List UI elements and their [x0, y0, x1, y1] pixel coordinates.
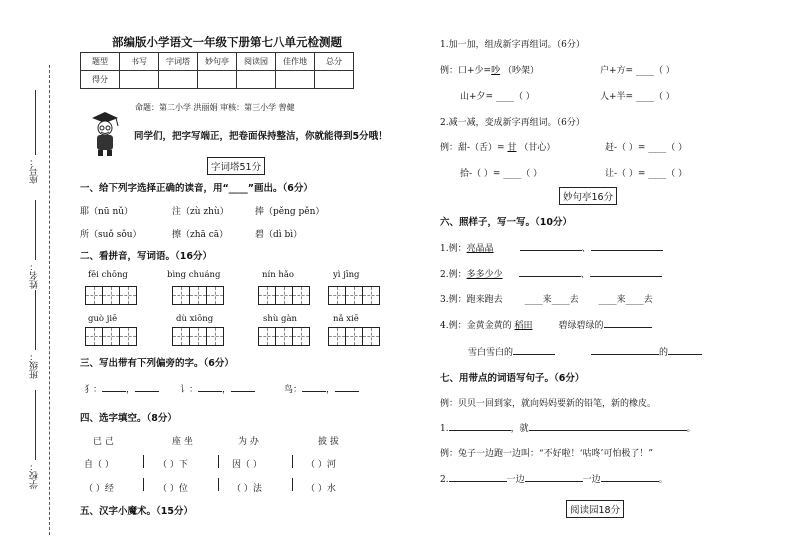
q2-title: 二、看拼音，写词语。（16分）	[80, 251, 212, 262]
answer-blank[interactable]	[449, 472, 507, 482]
r-q1-item[interactable]: 人+半= ____（ ）	[600, 92, 675, 102]
pinyin-label: yì jīng	[333, 270, 360, 280]
writing-grid[interactable]	[172, 286, 224, 305]
score-cell: 总分	[315, 53, 354, 71]
score-cell: 阅读园	[237, 53, 276, 71]
answer-blank[interactable]	[198, 382, 222, 392]
q7-example1: 例：贝贝一回到家，就向妈妈要新的铅笔，新的橡皮。	[440, 399, 657, 409]
answer-blank[interactable]	[529, 421, 687, 431]
q1-item[interactable]: 所（suǒ sǒu）	[80, 230, 142, 240]
score-value-row	[81, 71, 354, 89]
divider	[143, 455, 144, 468]
section-badge-sentences: 妙句亭16分	[559, 187, 617, 205]
score-input[interactable]	[315, 71, 354, 89]
answer-blank[interactable]	[335, 382, 359, 392]
student-mascot-icon	[88, 110, 122, 158]
example-word: （甘心）	[519, 143, 556, 153]
writing-grid[interactable]	[85, 286, 137, 305]
q4-fill[interactable]: （ ）经	[84, 484, 114, 494]
q4-fill[interactable]: （ ）下	[158, 460, 188, 470]
q1-item[interactable]: 擦（zhā cā）	[172, 230, 229, 240]
answer-blank[interactable]	[449, 421, 511, 431]
pinyin-label: shù gàn	[263, 314, 297, 324]
score-cell: 字词塔	[159, 53, 198, 71]
writing-grid[interactable]	[258, 286, 310, 305]
answer-blank[interactable]	[604, 318, 652, 328]
pinyin-label: bìng chuáng	[167, 270, 221, 280]
score-input[interactable]	[120, 71, 159, 89]
score-cell: 妙句亭	[198, 53, 237, 71]
pinyin-label: fēi chōng	[88, 270, 128, 280]
q4-title: 四、选字填空。（8分）	[80, 413, 177, 424]
radical-row: 鸟： ，	[284, 382, 359, 395]
answer-blank[interactable]	[590, 267, 662, 277]
q7-example2: 例：兔子一边跑一边叫：“不好啦！‘咕咚’可怕极了！”	[440, 449, 653, 459]
binding-line	[49, 65, 50, 535]
q4-fill[interactable]: （ ）河	[306, 460, 336, 470]
punctuation: 。	[686, 424, 696, 434]
q4-fill[interactable]: （ ）法	[232, 484, 262, 494]
school-line	[35, 390, 36, 460]
q1-item[interactable]: 碧（dì bì）	[255, 230, 303, 240]
answer-blank[interactable]	[102, 382, 126, 392]
pinyin-label: nín hǎo	[262, 270, 295, 280]
q7-line2: 2. 一边 一边 。	[440, 472, 668, 485]
example-word: （吵架）	[502, 66, 539, 76]
q6-row	[440, 318, 652, 331]
score-input[interactable]	[159, 71, 198, 89]
section-badge-reading: 阅读园18分	[566, 500, 624, 518]
q7-title: 七、用带点的词语写句子。（6分）	[440, 373, 585, 384]
r-q2-item[interactable]: 赶-（ ）= ____（ ）	[605, 143, 688, 153]
divider	[218, 455, 219, 468]
connector: 一边	[582, 475, 601, 485]
writing-grid[interactable]	[328, 286, 380, 305]
score-cell: 得分	[81, 71, 120, 89]
class-line	[35, 290, 36, 350]
q4-head: 披 拔	[318, 437, 339, 447]
name-line	[35, 200, 36, 260]
example-prefix: 例：口+少=	[440, 66, 492, 76]
school-label: 学校：	[30, 462, 40, 489]
radical-row: 讠： ，	[180, 382, 255, 395]
q1-item[interactable]: 耶（nū nǔ）	[80, 207, 134, 217]
example-answer: 吵	[491, 66, 501, 76]
answer-blank[interactable]	[601, 472, 659, 482]
writing-grid[interactable]	[85, 327, 137, 346]
example-prefix: 例：甜-（舌）=	[440, 143, 508, 153]
q6-row	[440, 292, 653, 305]
example-prefix: 1.例：	[440, 244, 467, 254]
answer-blank[interactable]	[135, 382, 159, 392]
pattern-label: 碧绿碧绿的	[558, 321, 604, 331]
answer-blank[interactable]	[520, 241, 582, 251]
divider	[218, 478, 219, 491]
radical-row: 犭： ，	[84, 382, 159, 395]
seat-line	[35, 90, 36, 155]
pinyin-label: nǎ xiē	[333, 314, 359, 324]
pattern-fill[interactable]: ____来____去	[598, 295, 653, 305]
q6-row: 1.例：亮晶晶 、	[440, 241, 663, 254]
score-cell: 书写	[120, 53, 159, 71]
q4-fill[interactable]: 自（ ）	[84, 460, 114, 470]
score-cell: 佳作地	[276, 53, 315, 71]
r-q1-title: 1.加一加，组成新字再组词。（6分）	[440, 40, 585, 50]
example-answer: 亮晶晶	[466, 244, 494, 254]
answer-blank[interactable]	[519, 267, 581, 277]
divider	[292, 455, 293, 468]
q4-head: 为 办	[238, 437, 259, 447]
r-q2-example	[440, 140, 555, 153]
r-q1-example	[440, 63, 539, 76]
q1-item[interactable]: 注（zù zhù）	[172, 207, 229, 217]
q4-fill[interactable]: （ ）位	[158, 484, 188, 494]
connector: ，就	[510, 424, 529, 434]
greeting-text: 同学们，把字写端正，把卷面保持整洁，你就能得到5分哦！	[134, 131, 388, 142]
r-q2-item[interactable]: 拾-（ ）= ____（ ）	[460, 169, 543, 179]
example-prefix: 2.例：	[440, 270, 467, 280]
q4-fill[interactable]: 因（ ）	[232, 460, 262, 470]
example-prefix: 3.例：跑来跑去	[440, 295, 503, 305]
score-input[interactable]	[237, 71, 276, 89]
r-q1-item[interactable]: 户+方= ____（ ）	[600, 66, 675, 76]
page-title: 部编版小学语文一年级下册第七八单元检测题	[112, 35, 342, 49]
q5-title: 五、汉字小魔术。（15分）	[80, 506, 193, 517]
answer-blank[interactable]	[513, 345, 555, 355]
section-badge-words: 字词塔51分	[207, 157, 265, 175]
line-number: 1.	[440, 424, 449, 434]
example-answer: 稻田	[514, 321, 533, 331]
r-q1-item[interactable]: 山+夕= ____（ ）	[460, 92, 535, 102]
q6-row	[468, 345, 702, 358]
q3-title: 三、写出带有下列偏旁的字。（6分）	[80, 358, 234, 369]
q6-row: 2.例：多多少少 、	[440, 267, 662, 280]
divider	[292, 478, 293, 491]
author-line: 命题：第二小学 洪丽娟 审核：第三小学 曾健	[135, 103, 295, 112]
score-cell: 题型	[81, 53, 120, 71]
writing-grid[interactable]	[258, 327, 310, 346]
class-label: 班级：	[30, 352, 40, 379]
answer-blank[interactable]	[591, 241, 663, 251]
score-input[interactable]	[198, 71, 237, 89]
score-table	[80, 52, 354, 89]
score-header-row	[81, 53, 354, 71]
q6-title: 六、照样子，写一写。（10分）	[440, 217, 572, 228]
r-q2-title: 2.减一减，变成新字再组词。（6分）	[440, 118, 585, 128]
q1-item[interactable]: 捧（pěng pěn）	[255, 207, 325, 217]
divider	[143, 478, 144, 491]
radical-label: 犭：	[84, 385, 103, 395]
answer-blank[interactable]	[525, 472, 583, 482]
writing-grid[interactable]	[328, 327, 380, 346]
r-q2-item[interactable]: 让-（ ）= ____（ ）	[605, 169, 688, 179]
example-answer: 多多少少	[466, 270, 503, 280]
connector: 一边	[506, 475, 525, 485]
answer-blank[interactable]	[591, 345, 659, 355]
example-answer: 甘	[507, 143, 517, 153]
pinyin-label: dù xiōng	[176, 314, 214, 324]
q7-line1	[440, 421, 696, 434]
seat-label: 座号：	[30, 157, 40, 184]
answer-blank[interactable]	[231, 382, 255, 392]
q1-title: 一、给下列字选择正确的读音，用“____”画出。（6分）	[80, 183, 313, 194]
radical-label: 讠：	[180, 385, 199, 395]
pattern-fill[interactable]: ____来____去	[524, 295, 579, 305]
pattern-label: 的	[659, 348, 669, 358]
name-label: 姓名：	[30, 262, 40, 289]
radical-label: 鸟：	[284, 385, 303, 395]
line-number: 2.	[440, 475, 449, 485]
example-prefix: 4.例：金黄金黄的	[440, 321, 512, 331]
answer-blank[interactable]	[302, 382, 326, 392]
pinyin-label: guò jiē	[88, 314, 118, 324]
q4-head: 已 己	[93, 437, 114, 447]
answer-blank[interactable]	[668, 345, 702, 355]
pattern-label: 雪白雪白的	[468, 348, 514, 358]
writing-grid[interactable]	[172, 327, 224, 346]
q4-head: 座 坐	[172, 437, 193, 447]
score-input[interactable]	[276, 71, 315, 89]
q4-fill[interactable]: （ ）水	[306, 484, 336, 494]
